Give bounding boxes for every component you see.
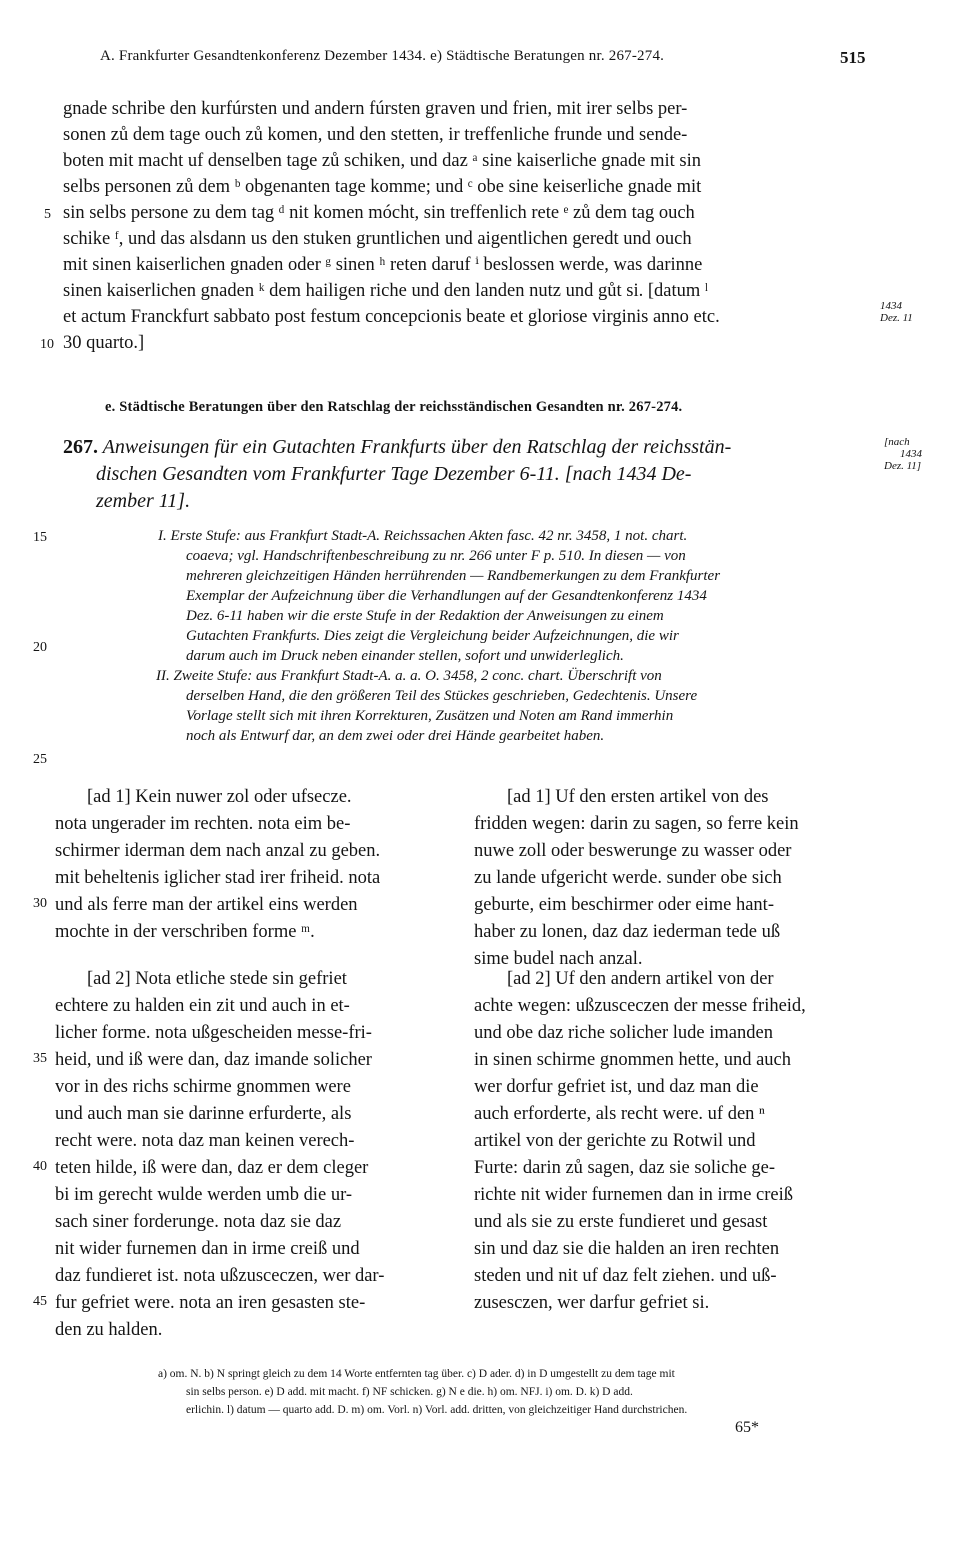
left-column-line: den zu halden. bbox=[55, 1320, 163, 1340]
entry-title-line: zember 11]. bbox=[96, 490, 191, 512]
left-column-line: mit beheltenis iglicher stad irer friheid. nota bbox=[55, 868, 381, 888]
right-column-line: auch erforderte, als recht were. uf den ⁿ bbox=[474, 1104, 765, 1124]
apparatus-line: derselben Hand, die den größeren Teil des Stückes geschrieben, Gedechtenis. Unsere bbox=[186, 688, 698, 704]
apparatus-line: Vorlage stellt sich mit ihren Korrekturen, Zusätzen und Noten am Rand immerhin bbox=[186, 708, 674, 724]
line-number: 35 bbox=[33, 1051, 47, 1066]
date-sidenote bbox=[880, 300, 913, 324]
right-column-line: Furte: darin zů sagen, daz sie soliche ge- bbox=[474, 1158, 776, 1178]
right-column-line: steden und nit uf daz felt ziehen. und uß- bbox=[474, 1266, 777, 1286]
line-number: 15 bbox=[33, 530, 47, 545]
left-column-line: nit wider furnemen dan in irme creiß und bbox=[55, 1239, 360, 1259]
left-column-line: mochte in der verschriben forme ᵐ. bbox=[55, 922, 315, 942]
body-line: schike ᶠ, und das alsdann us den stuken gruntlichen und aigentlichen geredt und ouch bbox=[63, 229, 692, 249]
signature-mark: 65* bbox=[735, 1419, 759, 1436]
right-column-line: zu lande ufgericht werde. sunder obe sich bbox=[474, 868, 782, 888]
right-column-line: achte wegen: ußzusceczen der messe friheid, bbox=[474, 996, 806, 1016]
apparatus-line: Gutachten Frankfurts. Dies zeigt die Vergleichung beider Aufzeichnungen, die wir bbox=[186, 628, 679, 644]
apparatus-line: Exemplar der Aufzeichnung über die Verhandlungen auf der Gesandtenkonferenz 1434 bbox=[186, 588, 707, 604]
apparatus-line: Dez. 6-11 haben wir die erste Stufe in der Redaktion der Anweisungen zu einem bbox=[186, 608, 664, 624]
sidenote-date: Dez. 11 bbox=[880, 312, 913, 324]
left-column-line: nota ungerader im rechten. nota eim be- bbox=[55, 814, 351, 834]
line-number: 40 bbox=[33, 1159, 47, 1174]
apparatus-line: mehreren gleichzeitigen Händen herrührenden — Randbemerkungen zu dem Frankfurter bbox=[186, 568, 721, 584]
right-column-line: fridden wegen: darin zu sagen, so ferre kein bbox=[474, 814, 799, 834]
line-number: 30 bbox=[33, 896, 47, 911]
apparatus-line: I. Erste Stufe: aus Frankfurt Stadt-A. Reichssachen Akten fasc. 42 nr. 3458, 1 not. chart. bbox=[158, 528, 688, 544]
body-line: mit sinen kaiserlichen gnaden oder ᵍ sinen ʰ reten daruf ⁱ beslossen werde, was darinne bbox=[63, 255, 703, 275]
body-line: boten mit macht uf denselben tage zů schiken, und daz ᵃ sine kaiserliche gnade mit sin bbox=[63, 151, 701, 171]
running-header: A. Frankfurter Gesandtenkonferenz Dezember 1434. e) Städtische Beratungen nr. 267-274. bbox=[100, 48, 665, 64]
right-column-line: richte nit wider furnemen dan in irme creiß bbox=[474, 1185, 793, 1205]
left-column-line: [ad 2] Nota etliche stede sin gefriet bbox=[87, 969, 347, 989]
left-column-line: und auch man sie darinne erfurderte, als bbox=[55, 1104, 352, 1124]
left-column-line: licher forme. nota ußgescheiden messe-fri- bbox=[55, 1023, 372, 1043]
body-line: et actum Franckfurt sabbato post festum concepcionis beate et gloriose virginis anno etc. bbox=[63, 307, 720, 327]
section-heading: e. Städtische Beratungen über den Ratschlag der reichsständischen Gesandten nr. 267-274. bbox=[105, 399, 683, 415]
line-number: 25 bbox=[33, 752, 47, 767]
right-column-line: nuwe zoll oder beswerunge zu wasser oder bbox=[474, 841, 792, 861]
entry-title bbox=[63, 433, 731, 461]
left-column-line: recht were. nota daz man keinen verech- bbox=[55, 1131, 355, 1151]
body-line: sin selbs persone zu dem tag ᵈ nit komen mócht, sin treffenlich rete ᵉ zů dem tag ouch bbox=[63, 203, 695, 223]
left-column-line: teten hilde, iß were dan, daz er dem cleger bbox=[55, 1158, 369, 1178]
right-column-line: sime budel nach anzal. bbox=[474, 949, 643, 969]
footnote-line: a) om. N. b) N springt gleich zu dem 14 Worte entfernten tag über. c) D ader. d) in D umgestellt zu dem tage mit bbox=[158, 1368, 675, 1380]
body-line: selbs personen zů dem ᵇ obgenanten tage komme; und ᶜ obe sine keiserliche gnade mit bbox=[63, 177, 702, 197]
footnote-line: sin selbs person. e) D add. mit macht. f) NF schicken. g) N e die. h) om. NFJ. i) om. D. k) D add. bbox=[186, 1386, 633, 1398]
left-column-line: und als ferre man der artikel eins werden bbox=[55, 895, 358, 915]
footnote-line: erlichin. l) datum — quarto add. D. m) om. Vorl. n) Vorl. add. dritten, von gleichzeitiger Hand durchstrichen. bbox=[186, 1404, 688, 1416]
right-column-line: zusesczen, wer darfur gefriet si. bbox=[474, 1293, 710, 1313]
sidenote-line: Dez. 11] bbox=[884, 460, 922, 472]
apparatus-line: darum auch im Druck neben einander stellen, sofort und unwiderleglich. bbox=[186, 648, 624, 664]
entry-title-line: dischen Gesandten vom Frankfurter Tage Dezember 6-11. [nach 1434 De- bbox=[96, 463, 692, 485]
right-column-line: und obe daz riche solicher lude imanden bbox=[474, 1023, 773, 1043]
body-line: sonen zů dem tage ouch zů komen, und den stetten, ir treffenliche frunde und sende- bbox=[63, 125, 688, 145]
left-column-line: sach siner forderunge. nota daz sie daz bbox=[55, 1212, 342, 1232]
body-line: gnade schribe den kurfúrsten und andern fúrsten graven und frien, mit irer selbs per- bbox=[63, 99, 688, 119]
left-column-line: vor in des richs schirme gnommen were bbox=[55, 1077, 351, 1097]
apparatus-line: noch als Entwurf dar, an dem zwei oder drei Hände gearbeitet haben. bbox=[186, 728, 605, 744]
page-number: 515 bbox=[840, 48, 866, 67]
right-column-line: [ad 1] Uf den ersten artikel von des bbox=[507, 787, 769, 807]
right-column-line: haber zu lonen, daz daz iederman tede uß bbox=[474, 922, 781, 942]
right-column-line: in sinen schirme gnommen hette, und auch bbox=[474, 1050, 791, 1070]
right-column-line: sin und daz sie die halden an iren rechten bbox=[474, 1239, 780, 1259]
left-column-line: fur gefriet were. nota an iren gesasten ste- bbox=[55, 1293, 366, 1313]
right-column-line: artikel von der gerichte zu Rotwil und bbox=[474, 1131, 756, 1151]
right-column-line: wer dorfur gefriet ist, und daz man die bbox=[474, 1077, 759, 1097]
entry-date-sidenote bbox=[884, 436, 922, 472]
left-column-line: echtere zu halden ein zit und auch in et- bbox=[55, 996, 350, 1016]
body-line: sinen kaiserlichen gnaden ᵏ dem hailigen riche und den landen nutz und gůt si. [datum ˡ bbox=[63, 281, 708, 301]
line-number: 5 bbox=[44, 207, 51, 222]
sidenote-line: 1434 bbox=[900, 448, 922, 460]
left-column-line: [ad 1] Kein nuwer zol oder ufsecze. bbox=[87, 787, 352, 807]
body-line: 30 quarto.] bbox=[63, 333, 145, 353]
left-column-line: schirmer iderman dem nach anzal zu geben. bbox=[55, 841, 381, 861]
entry-title-line: Anweisungen für ein Gutachten Frankfurts über den Ratschlag der reichsstän- bbox=[102, 436, 732, 458]
left-column-line: daz fundieret ist. nota ußzusceczen, wer dar- bbox=[55, 1266, 385, 1286]
right-column-line: und als sie zu erste fundieret und gesast bbox=[474, 1212, 768, 1232]
sidenote-year: 1434 bbox=[880, 300, 902, 312]
line-number: 20 bbox=[33, 640, 47, 655]
sidenote-line: [nach bbox=[884, 436, 910, 448]
line-number: 10 bbox=[40, 337, 54, 352]
right-column-line: geburte, eim beschirmer oder eime hant- bbox=[474, 895, 774, 915]
entry-number: 267. bbox=[63, 436, 98, 458]
left-column-line: bi im gerecht wulde werden umb die ur- bbox=[55, 1185, 353, 1205]
apparatus-line: II. Zweite Stufe: aus Frankfurt Stadt-A. a. a. O. 3458, 2 conc. chart. Überschrift von bbox=[156, 668, 662, 684]
apparatus-line: coaeva; vgl. Handschriftenbeschreibung zu nr. 266 unter F p. 510. In diesen — von bbox=[186, 548, 686, 564]
right-column-line: [ad 2] Uf den andern artikel von der bbox=[507, 969, 774, 989]
left-column-line: heid, und iß were dan, daz imande solicher bbox=[55, 1050, 372, 1070]
line-number: 45 bbox=[33, 1294, 47, 1309]
